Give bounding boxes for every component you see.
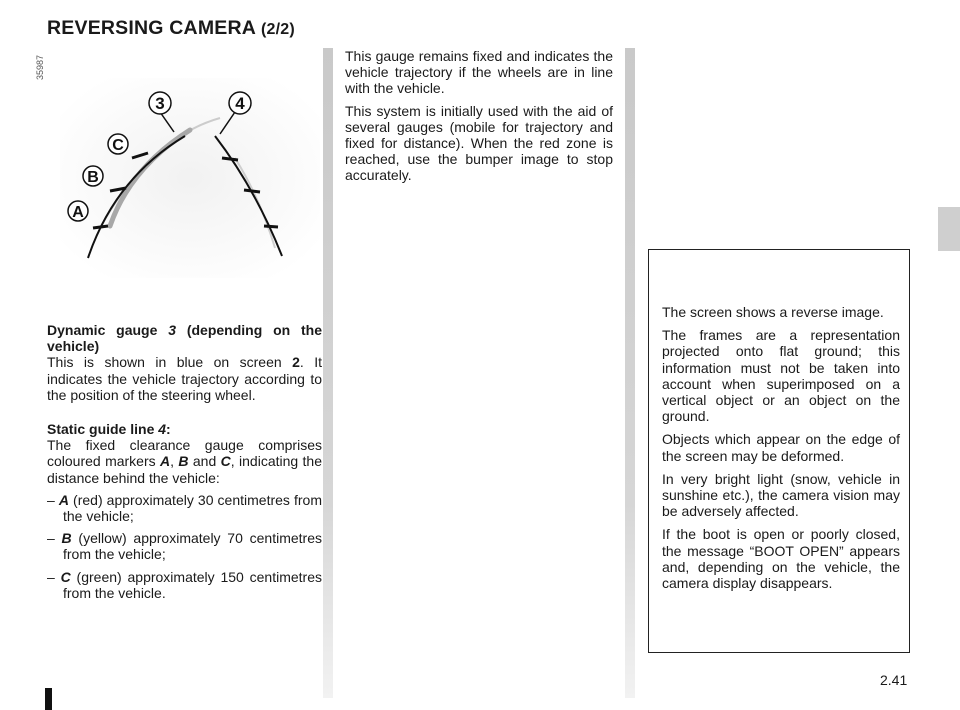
- screen-ref: 2: [292, 354, 300, 371]
- warning-paragraph: The screen shows a reverse image.: [662, 304, 884, 320]
- list-item: – B (yellow) approximately 70 centimetres from the vehicle;: [47, 530, 322, 563]
- list-item: – C (green) approximately 150 centimetres from the vehicle.: [47, 568, 322, 601]
- callout-b-label: B: [87, 169, 99, 186]
- static-guide-text: The fixed clearance gauge comprises coloured markers A, B and C, indicating the distance behind the vehicle:: [47, 437, 323, 486]
- corner-mark: [45, 688, 52, 710]
- chapter-thumb-tab: [938, 207, 960, 251]
- warning-text: [662, 304, 900, 598]
- column-divider-right: [625, 48, 635, 698]
- warning-paragraph: The frames are a representation projected onto flat ground; this information must not be taken into account when superimposed on a vertical object or an object on the ground.: [662, 327, 900, 425]
- gauge-fixed-paragraph: This gauge remains fixed and indicates the vehicle trajectory if the wheels are in line with the vehicle.: [345, 48, 613, 97]
- dynamic-gauge-heading: Dynamic gauge 3 (depending on the vehicle): [47, 322, 322, 355]
- callout-4: [229, 92, 251, 114]
- callout-3: [149, 92, 171, 114]
- callout-c-label: C: [112, 137, 124, 154]
- callout-3-label: 3: [155, 94, 165, 113]
- dynamic-gauge-text: This is shown in blue on screen 2. It indicates the vehicle trajectory according to the position of the steering wheel.: [47, 354, 323, 403]
- camera-gauge-illustration: [60, 78, 320, 278]
- title-text: REVERSING CAMERA: [47, 17, 256, 39]
- title-part-indicator: (2/2): [260, 21, 295, 38]
- callout-a: [68, 201, 88, 221]
- callout-b: [83, 166, 103, 186]
- column-divider-left: [323, 48, 333, 698]
- warning-paragraph: In very bright light (snow, vehicle in sunshine etc.), the camera vision may be adversely affected.: [662, 470, 900, 520]
- gauge-diagram: [60, 78, 320, 278]
- callout-a-label: A: [72, 204, 84, 221]
- list-item: – A (red) approximately 30 centimetres from the vehicle;: [47, 491, 322, 525]
- warning-paragraph: Objects which appear on the edge of the screen may be deformed.: [662, 431, 900, 464]
- dynamic-gauge-ref: 3: [168, 322, 177, 338]
- page-number: 2.41: [880, 672, 908, 688]
- page-title: [47, 17, 295, 40]
- static-guide-ref: 4: [158, 421, 167, 437]
- callout-c: [108, 134, 128, 154]
- callout-4-label: 4: [235, 94, 245, 113]
- static-guide-heading: Static guide line 4:: [47, 421, 171, 437]
- static-guide-section: [47, 421, 322, 607]
- warning-paragraph: If the boot is open or poorly closed, the message “BOOT OPEN” appears and, depending on the vehicle, the camera display disappears.: [662, 526, 900, 592]
- figure-id: 35987: [35, 54, 45, 80]
- system-usage-paragraph: This system is initially used with the aid of several gauges (mobile for trajectory and fixed for distance). When the red zone is reached, use the bumper image to stop accurately.: [345, 102, 613, 184]
- warning-box: [648, 249, 910, 653]
- dynamic-gauge-section: [47, 322, 322, 403]
- middle-column: [345, 48, 613, 190]
